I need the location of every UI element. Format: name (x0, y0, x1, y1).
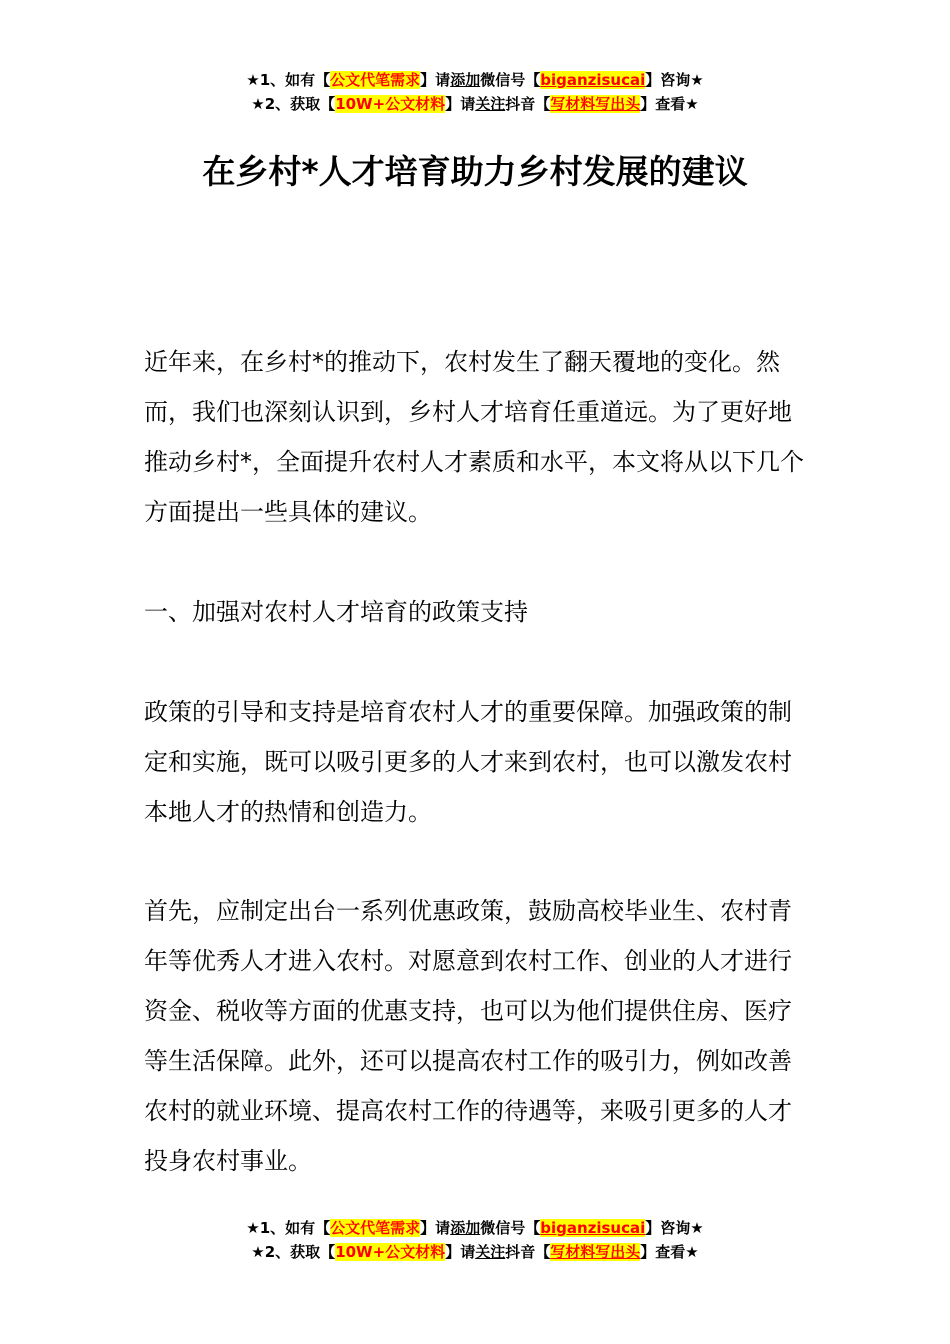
promo-highlight: 公文代笔需求 (330, 71, 421, 89)
paragraph-first: 首先，应制定出台一系列优惠政策，鼓励高校毕业生、农村青年等优秀人才进入农村。对愿意到农村工作、创业的人才进行资金、税收等方面的优惠支持，也可以为他们提供住房、医疗等生活保障。此外，还可以提高农村工作的吸引力，例如改善农村的就业环境、提高农村工作的待遇等，来吸引更多的人才投身农村事业。 (144, 897, 792, 1175)
promo-text: 】请 (445, 1243, 476, 1261)
promo-text: 抖音【 (505, 1243, 551, 1261)
document-title: 在乡村*人才培育助力乡村发展的建议 (202, 152, 748, 191)
promo-text: 微信号【 (480, 71, 541, 89)
douyin-account: 写材料写出头 (550, 1243, 641, 1261)
promo-text: 】请 (420, 71, 451, 89)
paragraph-intro: 近年来，在乡村*的推动下，农村发生了翻天覆地的变化。然而，我们也深刻认识到，乡村人才培育任重道远。为了更好地推动乡村*，全面提升农村人才素质和水平，本文将从以下几个方面提出一些具体的建议。 (144, 348, 804, 526)
promo-emphasis: 添加 (450, 71, 481, 89)
promo-line-2 (0, 92, 950, 116)
promo-text: ★2、获取【 (251, 1243, 336, 1261)
wechat-id: biganzisucai (540, 1219, 646, 1237)
promo-text: 】查看★ (640, 1243, 699, 1261)
promo-text: 抖音【 (505, 95, 551, 113)
promo-text: 】咨询★ (645, 1219, 704, 1237)
douyin-account: 写材料写出头 (550, 95, 641, 113)
promo-highlight: 10W+公文材料 (335, 1243, 446, 1261)
promo-text: 】咨询★ (645, 71, 704, 89)
promo-text: ★2、获取【 (251, 95, 336, 113)
promo-highlight: 10W+公文材料 (335, 95, 446, 113)
promo-text: ★1、如有【 (246, 71, 331, 89)
promo-text: 】请 (445, 95, 476, 113)
promo-footer (0, 1216, 950, 1264)
promo-line-2 (0, 1240, 950, 1264)
promo-text: 】请 (420, 1219, 451, 1237)
promo-header (0, 68, 950, 116)
promo-text: 微信号【 (480, 1219, 541, 1237)
promo-line-1 (0, 1216, 950, 1240)
paragraph-policy: 政策的引导和支持是培育农村人才的重要保障。加强政策的制定和实施，既可以吸引更多的人才来到农村，也可以激发农村本地人才的热情和创造力。 (144, 698, 792, 826)
promo-emphasis: 关注 (475, 1243, 506, 1261)
promo-text: ★1、如有【 (246, 1219, 331, 1237)
promo-emphasis: 添加 (450, 1219, 481, 1237)
promo-emphasis: 关注 (475, 95, 506, 113)
promo-line-1 (0, 68, 950, 92)
section-heading: 一、加强对农村人才培育的政策支持 (144, 598, 528, 626)
promo-text: 】查看★ (640, 95, 699, 113)
promo-highlight: 公文代笔需求 (330, 1219, 421, 1237)
wechat-id: biganzisucai (540, 71, 646, 89)
